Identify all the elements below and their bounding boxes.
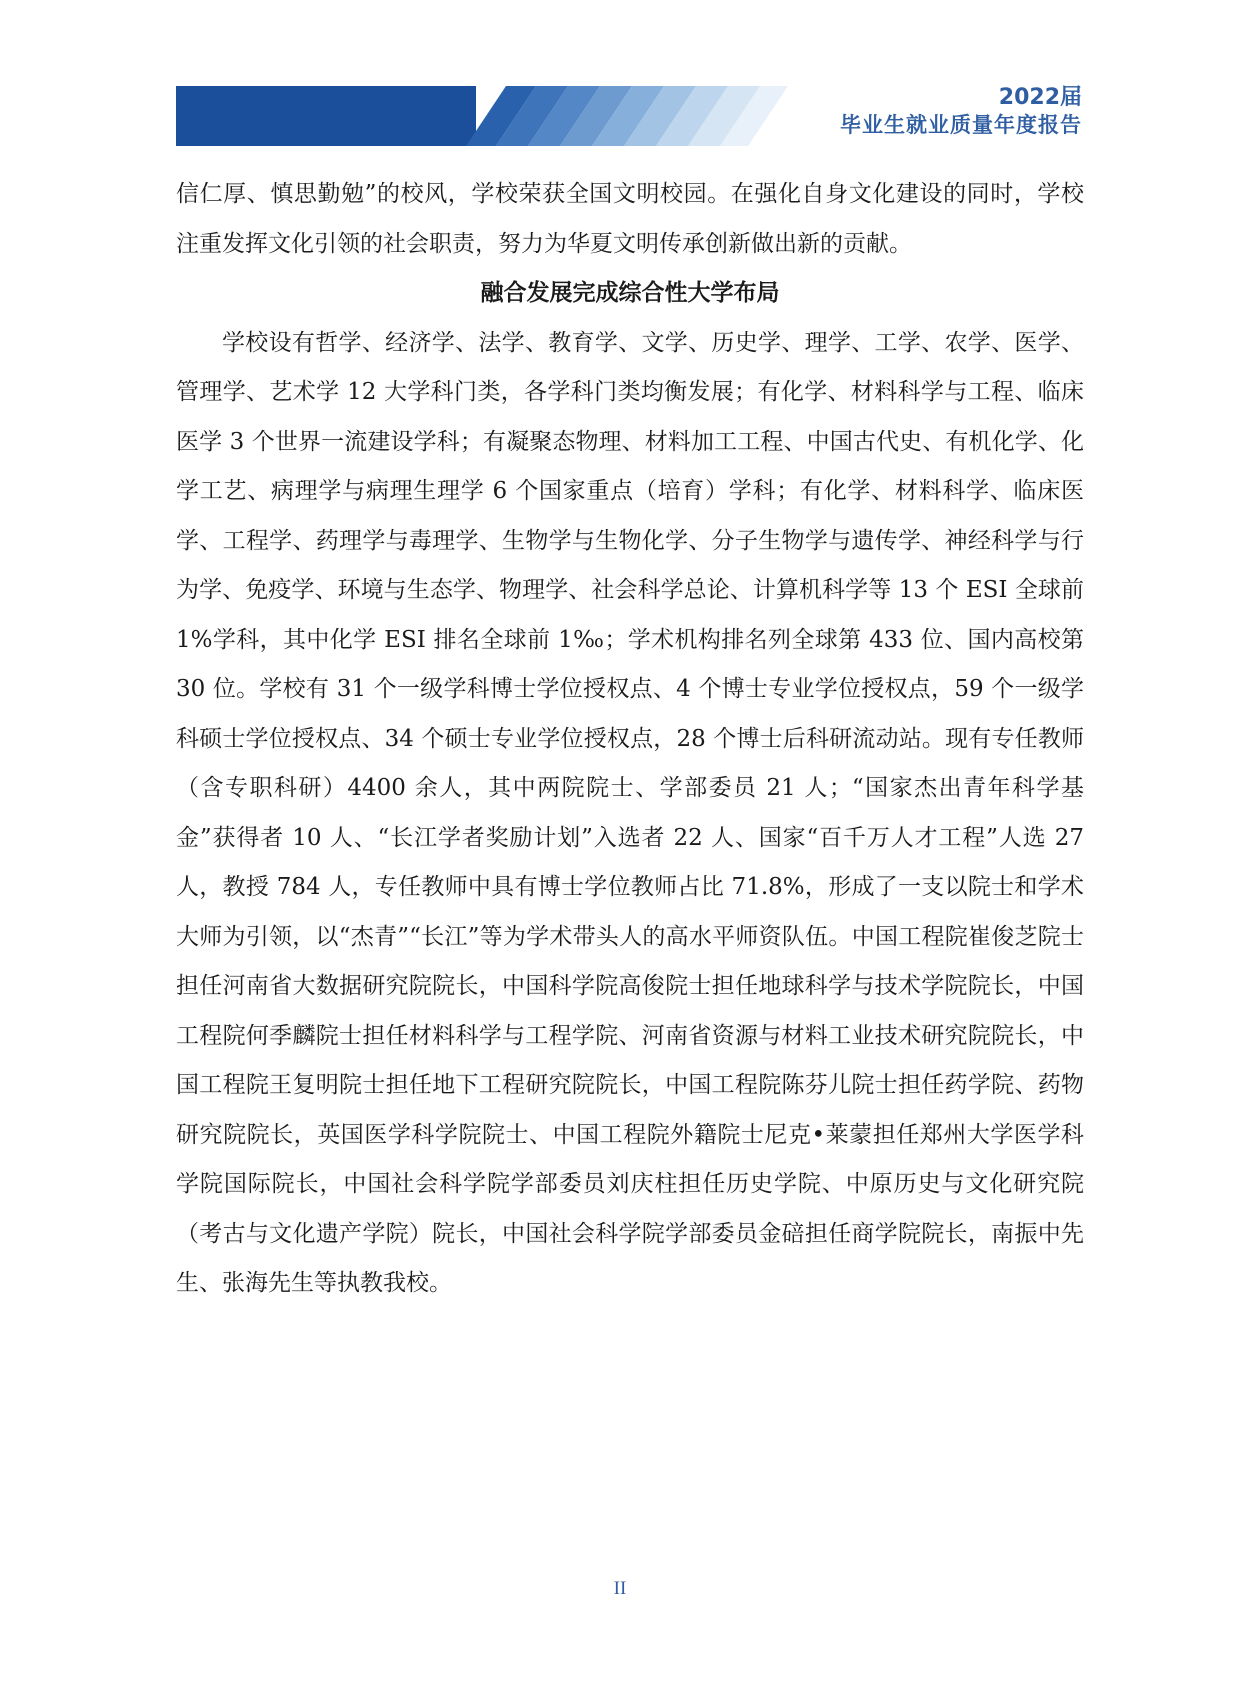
band-base xyxy=(176,86,476,146)
page-number: II xyxy=(613,1578,627,1599)
section-heading: 融合发展完成综合性大学布局 xyxy=(480,280,780,306)
report-name: 毕业生就业质量年度报告 xyxy=(840,113,1082,138)
header-stripe-graphic xyxy=(176,86,816,146)
report-year: 2022届 xyxy=(998,85,1082,110)
continuation-paragraph: 信仁厚、慎思勤勉”的校风，学校荣获全国文明校园。在强化自身文化建设的同时，学校注重发挥文化引领的社会职责，努力为华夏文明传承创新做出新的贡献。 xyxy=(176,181,1084,257)
section-paragraph: 学校设有哲学、经济学、法学、教育学、文学、历史学、理学、工学、农学、医学、管理学、艺术学 12 大学科门类，各学科门类均衡发展；有化学、材料科学与工程、临床医学 3 个世界一流建设学科；有凝聚态物理、材料加工工程、中国古代史、有机化学、化学工艺、病理学与病理生理学 6 个国家重点（培育）学科；有化学、材料科学、临床医学、工程学、药理学与毒理学、生物学与生物化学、分子生物学与遗传学、神经科学与行为学、免疫学、环境与生态学、物理学、社会科学总论、计算机科学等 13 个 ESI 全球前 1%学科，其中化学 ESI 排名全球前 1‰；学术机构排名列全球第 433 位、国内高校第 30 位。学校有 31 个一级学科博士学位授权点、4 个博士专业学位授权点，59 个一级学科硕士学位授权点、34 个硕士专业学位授权点，28 个博士后科研流动站。现有专任教师（含专职科研）4400 余人，其中两院院士、学部委员 21 人；“国家杰出青年科学基金”获得者 10 人、“长江学者奖励计划”入选者 22 人、国家“百千万人才工程”人选 27 人，教授 784 人，专任教师中具有博士学位教师占比 71.8%，形成了一支以院士和学术大师为引领，以“杰青”“长江”等为学术带头人的高水平师资队伍。中国工程院崔俊芝院士担任河南省大数据研究院院长，中国科学院高俊院士担任地球科学与技术学院院长，中国工程院何季麟院士担任材料科学与工程学院、河南省资源与材料工业技术研究院院长，中国工程院王复明院士担任地下工程研究院院长，中国工程院陈芬儿院士担任药学院、药物研究院院长，英国医学科学院院士、中国工程院外籍院士尼克•莱蒙担任郑州大学医学科学院国际院长，中国社会科学院学部委员刘庆柱担任历史学院、中原历史与文化研究院（考古与文化遗产学院）院长，中国社会科学院学部委员金碚担任商学院院长，南振中先生、张海先生等执教我校。 xyxy=(176,329,1084,1296)
document-body xyxy=(176,170,1084,1309)
header-decorative-band xyxy=(176,86,816,146)
report-header-title xyxy=(840,84,1082,139)
